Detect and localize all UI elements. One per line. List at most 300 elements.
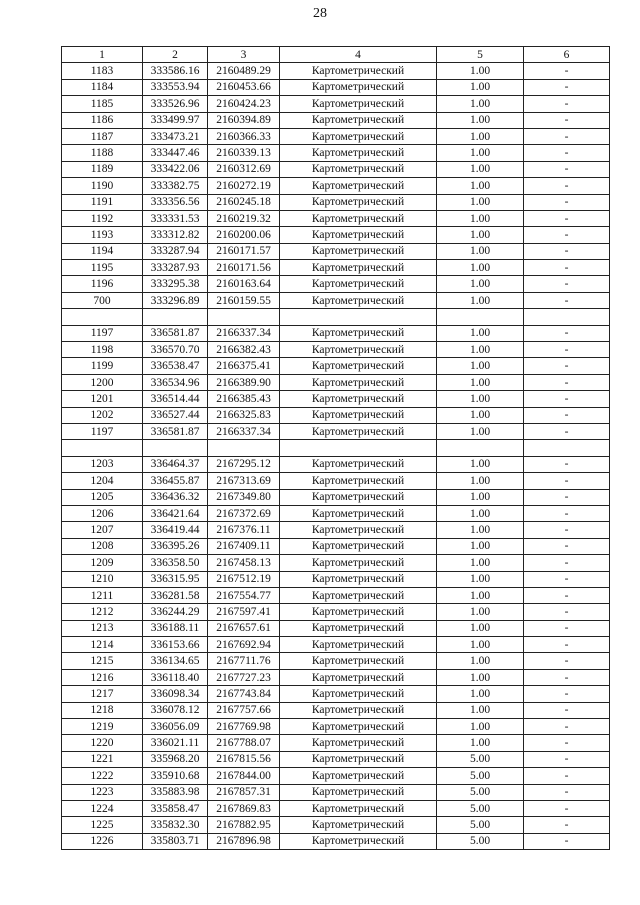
header-row: [62, 47, 610, 63]
accuracy-cell: 1.00: [437, 653, 524, 669]
table-row: [62, 555, 610, 571]
note-cell: -: [524, 358, 610, 374]
note-cell: -: [524, 456, 610, 472]
accuracy-cell: 5.00: [437, 751, 524, 767]
table-row: [62, 489, 610, 505]
accuracy-cell: 1.00: [437, 391, 524, 407]
table-row: [62, 112, 610, 128]
point-number-cell: 1198: [62, 342, 143, 358]
coord-x-cell: 333586.16: [143, 63, 208, 79]
point-number-cell: 1183: [62, 63, 143, 79]
point-number-cell: 1197: [62, 325, 143, 341]
coord-y-cell: 2160489.29: [208, 63, 280, 79]
coord-x-cell: 333422.06: [143, 161, 208, 177]
note-cell: -: [524, 505, 610, 521]
coord-y-cell: 2167372.69: [208, 505, 280, 521]
method-cell: Картометрический: [280, 407, 437, 423]
coord-x-cell: 335858.47: [143, 800, 208, 816]
column-header-1: 1: [62, 47, 143, 63]
coord-y-cell: 2167769.98: [208, 719, 280, 735]
coord-y-cell: 2160312.69: [208, 161, 280, 177]
accuracy-cell: 1.00: [437, 686, 524, 702]
coord-y-cell: 2167711.76: [208, 653, 280, 669]
coord-y-cell: 2167788.07: [208, 735, 280, 751]
method-cell: Картометрический: [280, 63, 437, 79]
point-number-cell: 1208: [62, 538, 143, 554]
note-cell: -: [524, 637, 610, 653]
table-row: [62, 456, 610, 472]
column-header-4: 4: [280, 47, 437, 63]
accuracy-cell: 1.00: [437, 276, 524, 292]
table-row: [62, 669, 610, 685]
table-row: [62, 817, 610, 833]
coord-y-cell: 2167869.83: [208, 800, 280, 816]
method-cell: Картометрический: [280, 784, 437, 800]
note-cell: -: [524, 374, 610, 390]
method-cell: Картометрический: [280, 669, 437, 685]
table-row: [62, 571, 610, 587]
accuracy-cell: 5.00: [437, 833, 524, 849]
method-cell: Картометрический: [280, 112, 437, 128]
coord-y-cell: 2160394.89: [208, 112, 280, 128]
column-header-6: 6: [524, 47, 610, 63]
coord-y-cell: 2166337.34: [208, 325, 280, 341]
table-row: [62, 276, 610, 292]
coord-x-cell: 333331.53: [143, 210, 208, 226]
point-number-cell: 1206: [62, 505, 143, 521]
coord-x-cell: 336153.66: [143, 637, 208, 653]
coord-x-cell: 336581.87: [143, 325, 208, 341]
coord-y-cell: 2166337.34: [208, 423, 280, 439]
method-cell: Картометрический: [280, 145, 437, 161]
note-cell: [524, 440, 610, 456]
coord-y-cell: 2167349.80: [208, 489, 280, 505]
accuracy-cell: 5.00: [437, 784, 524, 800]
coord-y-cell: 2167295.12: [208, 456, 280, 472]
accuracy-cell: 1.00: [437, 456, 524, 472]
method-cell: Картометрический: [280, 79, 437, 95]
table-row: [62, 587, 610, 603]
coord-y-cell: 2167692.94: [208, 637, 280, 653]
accuracy-cell: 1.00: [437, 735, 524, 751]
accuracy-cell: 1.00: [437, 620, 524, 636]
point-number-cell: [62, 309, 143, 325]
point-number-cell: 700: [62, 292, 143, 308]
note-cell: -: [524, 227, 610, 243]
note-cell: -: [524, 604, 610, 620]
accuracy-cell: 1.00: [437, 489, 524, 505]
point-number-cell: 1187: [62, 128, 143, 144]
coord-x-cell: 335910.68: [143, 768, 208, 784]
coord-y-cell: 2160339.13: [208, 145, 280, 161]
note-cell: -: [524, 243, 610, 259]
table-row: [62, 145, 610, 161]
point-number-cell: 1214: [62, 637, 143, 653]
coord-x-cell: 336581.87: [143, 423, 208, 439]
coord-x-cell: 336315.95: [143, 571, 208, 587]
coord-y-cell: 2160453.66: [208, 79, 280, 95]
coord-y-cell: 2167409.11: [208, 538, 280, 554]
coord-x-cell: 333312.82: [143, 227, 208, 243]
accuracy-cell: 1.00: [437, 358, 524, 374]
accuracy-cell: 1.00: [437, 342, 524, 358]
note-cell: -: [524, 702, 610, 718]
method-cell: Картометрический: [280, 735, 437, 751]
point-number-cell: 1205: [62, 489, 143, 505]
accuracy-cell: 1.00: [437, 505, 524, 521]
coord-y-cell: 2160163.64: [208, 276, 280, 292]
table-row: [62, 637, 610, 653]
point-number-cell: 1185: [62, 96, 143, 112]
point-number-cell: 1226: [62, 833, 143, 849]
note-cell: -: [524, 96, 610, 112]
note-cell: -: [524, 391, 610, 407]
coord-y-cell: 2167815.56: [208, 751, 280, 767]
note-cell: -: [524, 669, 610, 685]
note-cell: -: [524, 620, 610, 636]
accuracy-cell: 1.00: [437, 374, 524, 390]
note-cell: -: [524, 473, 610, 489]
table-row: [62, 374, 610, 390]
method-cell: Картометрический: [280, 538, 437, 554]
point-number-cell: 1194: [62, 243, 143, 259]
point-number-cell: 1190: [62, 178, 143, 194]
method-cell: Картометрический: [280, 817, 437, 833]
note-cell: -: [524, 751, 610, 767]
table-row: [62, 128, 610, 144]
coord-y-cell: 2166325.83: [208, 407, 280, 423]
coord-x-cell: 333553.94: [143, 79, 208, 95]
coord-y-cell: 2167554.77: [208, 587, 280, 603]
note-cell: -: [524, 325, 610, 341]
note-cell: -: [524, 653, 610, 669]
table-row: [62, 833, 610, 849]
point-number-cell: 1212: [62, 604, 143, 620]
accuracy-cell: 1.00: [437, 473, 524, 489]
table-row: [62, 620, 610, 636]
method-cell: Картометрический: [280, 243, 437, 259]
coord-y-cell: 2167597.41: [208, 604, 280, 620]
point-number-cell: 1199: [62, 358, 143, 374]
note-cell: -: [524, 538, 610, 554]
accuracy-cell: 1.00: [437, 407, 524, 423]
coord-x-cell: 335832.30: [143, 817, 208, 833]
coord-x-cell: 336281.58: [143, 587, 208, 603]
coord-y-cell: 2160171.56: [208, 260, 280, 276]
point-number-cell: 1217: [62, 686, 143, 702]
coord-x-cell: [143, 440, 208, 456]
coord-x-cell: 336021.11: [143, 735, 208, 751]
table-row: [62, 178, 610, 194]
note-cell: -: [524, 784, 610, 800]
note-cell: -: [524, 423, 610, 439]
table-row: [62, 325, 610, 341]
coord-x-cell: 333287.93: [143, 260, 208, 276]
accuracy-cell: 1.00: [437, 210, 524, 226]
coord-x-cell: 336358.50: [143, 555, 208, 571]
accuracy-cell: 1.00: [437, 63, 524, 79]
coord-x-cell: 333295.38: [143, 276, 208, 292]
accuracy-cell: 1.00: [437, 96, 524, 112]
note-cell: -: [524, 719, 610, 735]
accuracy-cell: 1.00: [437, 702, 524, 718]
point-number-cell: 1184: [62, 79, 143, 95]
method-cell: Картометрический: [280, 227, 437, 243]
table-row: [62, 702, 610, 718]
coord-x-cell: 336455.87: [143, 473, 208, 489]
method-cell: [280, 309, 437, 325]
coord-y-cell: 2167882.95: [208, 817, 280, 833]
coord-y-cell: 2160219.32: [208, 210, 280, 226]
method-cell: Картометрический: [280, 260, 437, 276]
coord-x-cell: 335968.20: [143, 751, 208, 767]
point-number-cell: 1225: [62, 817, 143, 833]
method-cell: [280, 440, 437, 456]
coord-y-cell: 2166375.41: [208, 358, 280, 374]
table-row: [62, 227, 610, 243]
method-cell: Картометрический: [280, 96, 437, 112]
accuracy-cell: 1.00: [437, 161, 524, 177]
point-number-cell: 1193: [62, 227, 143, 243]
method-cell: Картометрический: [280, 374, 437, 390]
note-cell: -: [524, 571, 610, 587]
method-cell: Картометрический: [280, 620, 437, 636]
coord-y-cell: [208, 440, 280, 456]
note-cell: -: [524, 194, 610, 210]
table-row: [62, 96, 610, 112]
coord-x-cell: 333287.94: [143, 243, 208, 259]
coord-y-cell: 2160366.33: [208, 128, 280, 144]
note-cell: -: [524, 210, 610, 226]
method-cell: Картометрический: [280, 325, 437, 341]
coord-x-cell: 336464.37: [143, 456, 208, 472]
accuracy-cell: 1.00: [437, 669, 524, 685]
method-cell: Картометрический: [280, 522, 437, 538]
coord-y-cell: 2160200.06: [208, 227, 280, 243]
table-row: [62, 391, 610, 407]
coord-y-cell: 2167657.61: [208, 620, 280, 636]
method-cell: Картометрический: [280, 194, 437, 210]
table-row: [62, 407, 610, 423]
point-number-cell: 1196: [62, 276, 143, 292]
point-number-cell: 1203: [62, 456, 143, 472]
point-number-cell: [62, 440, 143, 456]
method-cell: Картометрический: [280, 210, 437, 226]
point-number-cell: 1188: [62, 145, 143, 161]
table-row: [62, 194, 610, 210]
note-cell: -: [524, 735, 610, 751]
accuracy-cell: 1.00: [437, 325, 524, 341]
coord-x-cell: 336421.64: [143, 505, 208, 521]
point-number-cell: 1222: [62, 768, 143, 784]
note-cell: -: [524, 63, 610, 79]
note-cell: -: [524, 112, 610, 128]
coord-y-cell: 2166389.90: [208, 374, 280, 390]
point-number-cell: 1215: [62, 653, 143, 669]
table-row: [62, 604, 610, 620]
accuracy-cell: 1.00: [437, 538, 524, 554]
method-cell: Картометрический: [280, 751, 437, 767]
coord-y-cell: 2167896.98: [208, 833, 280, 849]
table-row: [62, 473, 610, 489]
coord-y-cell: 2160245.18: [208, 194, 280, 210]
column-header-3: 3: [208, 47, 280, 63]
table-row: [62, 292, 610, 308]
table-row: [62, 63, 610, 79]
method-cell: Картометрический: [280, 276, 437, 292]
coord-y-cell: [208, 309, 280, 325]
note-cell: -: [524, 407, 610, 423]
note-cell: -: [524, 178, 610, 194]
method-cell: Картометрический: [280, 456, 437, 472]
note-cell: -: [524, 833, 610, 849]
coord-y-cell: 2167857.31: [208, 784, 280, 800]
coord-x-cell: 336419.44: [143, 522, 208, 538]
table-row: [62, 423, 610, 439]
accuracy-cell: 1.00: [437, 522, 524, 538]
separator-row: [62, 440, 610, 456]
coord-y-cell: 2167727.23: [208, 669, 280, 685]
accuracy-cell: 1.00: [437, 112, 524, 128]
method-cell: Картометрический: [280, 128, 437, 144]
point-number-cell: 1204: [62, 473, 143, 489]
method-cell: Картометрический: [280, 604, 437, 620]
table-row: [62, 79, 610, 95]
coord-x-cell: 336436.32: [143, 489, 208, 505]
separator-row: [62, 309, 610, 325]
method-cell: Картометрический: [280, 719, 437, 735]
point-number-cell: 1192: [62, 210, 143, 226]
note-cell: -: [524, 161, 610, 177]
coord-y-cell: 2167844.00: [208, 768, 280, 784]
accuracy-cell: 1.00: [437, 292, 524, 308]
point-number-cell: 1209: [62, 555, 143, 571]
note-cell: -: [524, 260, 610, 276]
coord-y-cell: 2166382.43: [208, 342, 280, 358]
point-number-cell: 1223: [62, 784, 143, 800]
coord-y-cell: 2167458.13: [208, 555, 280, 571]
coord-x-cell: 333473.21: [143, 128, 208, 144]
coord-x-cell: 333356.56: [143, 194, 208, 210]
coord-y-cell: 2160171.57: [208, 243, 280, 259]
note-cell: -: [524, 768, 610, 784]
coord-y-cell: 2160159.55: [208, 292, 280, 308]
coord-x-cell: 336395.26: [143, 538, 208, 554]
coordinates-table: [61, 46, 610, 850]
note-cell: -: [524, 128, 610, 144]
table-row: [62, 342, 610, 358]
accuracy-cell: 5.00: [437, 817, 524, 833]
table-row: [62, 768, 610, 784]
note-cell: -: [524, 276, 610, 292]
table-row: [62, 735, 610, 751]
coord-x-cell: 335803.71: [143, 833, 208, 849]
method-cell: Картометрический: [280, 178, 437, 194]
point-number-cell: 1191: [62, 194, 143, 210]
method-cell: Картометрический: [280, 473, 437, 489]
coord-x-cell: 336078.12: [143, 702, 208, 718]
point-number-cell: 1195: [62, 260, 143, 276]
accuracy-cell: [437, 309, 524, 325]
coord-x-cell: 333526.96: [143, 96, 208, 112]
point-number-cell: 1224: [62, 800, 143, 816]
note-cell: -: [524, 587, 610, 603]
coord-x-cell: 336098.34: [143, 686, 208, 702]
coord-x-cell: 333499.97: [143, 112, 208, 128]
accuracy-cell: 1.00: [437, 227, 524, 243]
table-row: [62, 538, 610, 554]
note-cell: -: [524, 800, 610, 816]
coord-x-cell: 335883.98: [143, 784, 208, 800]
coord-x-cell: 336056.09: [143, 719, 208, 735]
coord-y-cell: 2160272.19: [208, 178, 280, 194]
coord-x-cell: 336514.44: [143, 391, 208, 407]
accuracy-cell: 1.00: [437, 128, 524, 144]
point-number-cell: 1213: [62, 620, 143, 636]
point-number-cell: 1202: [62, 407, 143, 423]
coord-x-cell: 333382.75: [143, 178, 208, 194]
coord-y-cell: 2166385.43: [208, 391, 280, 407]
coord-x-cell: 336527.44: [143, 407, 208, 423]
coord-x-cell: 333296.89: [143, 292, 208, 308]
coord-y-cell: 2167743.84: [208, 686, 280, 702]
accuracy-cell: 1.00: [437, 604, 524, 620]
method-cell: Картометрический: [280, 637, 437, 653]
page-number: 28: [313, 6, 327, 21]
method-cell: Картометрический: [280, 292, 437, 308]
table-row: [62, 243, 610, 259]
table-row: [62, 653, 610, 669]
table-row: [62, 800, 610, 816]
coord-x-cell: 336538.47: [143, 358, 208, 374]
coord-y-cell: 2160424.23: [208, 96, 280, 112]
coord-x-cell: 336244.29: [143, 604, 208, 620]
accuracy-cell: 1.00: [437, 243, 524, 259]
table-row: [62, 719, 610, 735]
point-number-cell: 1197: [62, 423, 143, 439]
table-row: [62, 210, 610, 226]
point-number-cell: 1211: [62, 587, 143, 603]
coord-y-cell: 2167376.11: [208, 522, 280, 538]
method-cell: Картометрический: [280, 505, 437, 521]
accuracy-cell: 1.00: [437, 194, 524, 210]
method-cell: Картометрический: [280, 391, 437, 407]
note-cell: -: [524, 686, 610, 702]
note-cell: -: [524, 555, 610, 571]
accuracy-cell: 1.00: [437, 555, 524, 571]
method-cell: Картометрический: [280, 342, 437, 358]
note-cell: -: [524, 342, 610, 358]
accuracy-cell: 5.00: [437, 800, 524, 816]
point-number-cell: 1200: [62, 374, 143, 390]
coord-x-cell: 336534.96: [143, 374, 208, 390]
accuracy-cell: 1.00: [437, 260, 524, 276]
method-cell: Картометрический: [280, 489, 437, 505]
note-cell: -: [524, 489, 610, 505]
table-row: [62, 751, 610, 767]
table-body: [62, 47, 610, 850]
point-number-cell: 1220: [62, 735, 143, 751]
coord-x-cell: 336134.65: [143, 653, 208, 669]
accuracy-cell: 1.00: [437, 587, 524, 603]
table-row: [62, 784, 610, 800]
method-cell: Картометрический: [280, 555, 437, 571]
point-number-cell: 1216: [62, 669, 143, 685]
accuracy-cell: 1.00: [437, 79, 524, 95]
method-cell: Картометрический: [280, 587, 437, 603]
table-row: [62, 161, 610, 177]
table-row: [62, 505, 610, 521]
